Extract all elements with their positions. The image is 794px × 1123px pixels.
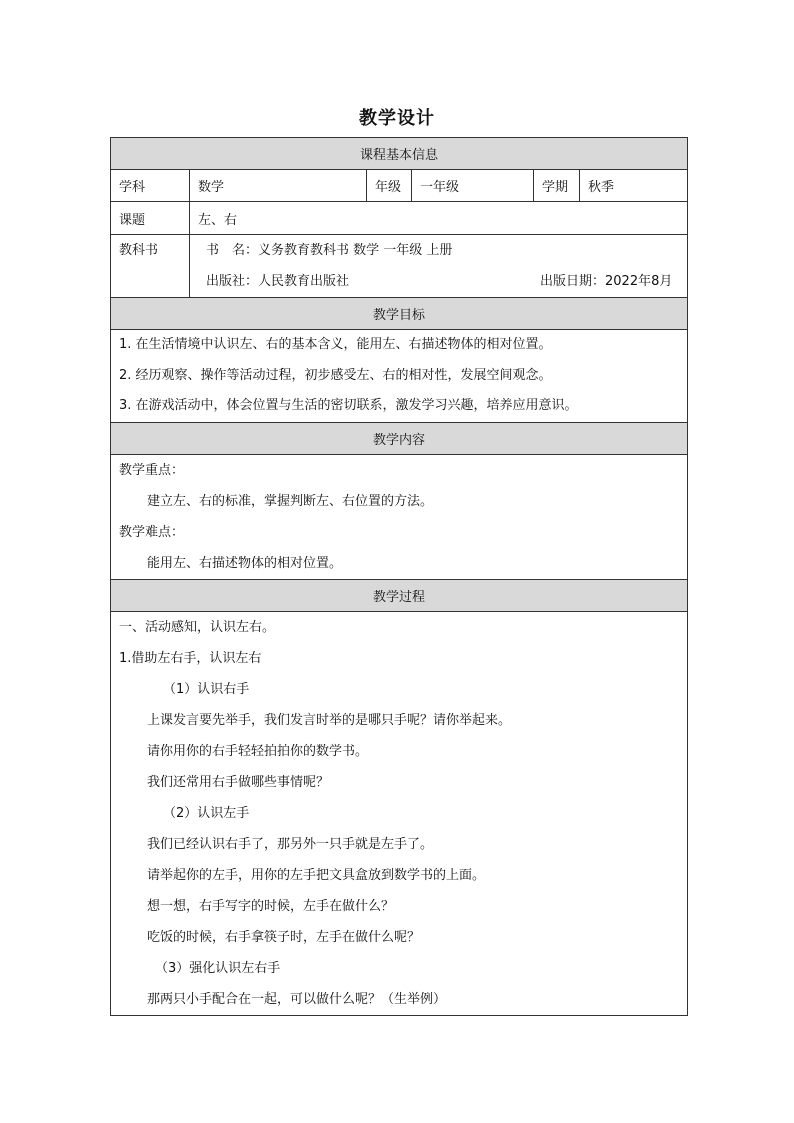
process-line: 我们已经认识右手了，那另外一只手就是左手了。 bbox=[147, 836, 434, 852]
process-header-row bbox=[111, 579, 688, 611]
subject-value: 数学 bbox=[190, 170, 367, 202]
difficulty-text: 能用左、右描述物体的相对位置。 bbox=[147, 555, 343, 571]
content-header: 教学内容 bbox=[111, 422, 688, 454]
textbook-publisher-line bbox=[198, 266, 679, 297]
topic-row bbox=[111, 202, 688, 235]
term-value: 秋季 bbox=[580, 170, 688, 202]
basic-info-header-row bbox=[111, 138, 688, 170]
goal-item: 2. 经历观察、操作等活动过程，初步感受左、右的相对性，发展空间观念。 bbox=[119, 367, 552, 383]
goals-header-row bbox=[111, 298, 688, 330]
topic-value: 左、右 bbox=[190, 202, 688, 235]
textbook-label: 教科书 bbox=[119, 243, 159, 258]
key-point-text: 建立左、右的标准，掌握判断左、右位置的方法。 bbox=[147, 493, 434, 509]
textbook-label-cell bbox=[111, 235, 190, 298]
content-cell bbox=[111, 454, 688, 579]
textbook-detail-cell bbox=[190, 235, 688, 298]
topic-label: 课题 bbox=[111, 202, 190, 235]
basic-info-header: 课程基本信息 bbox=[111, 138, 688, 170]
document-title: 教学设计 bbox=[359, 108, 435, 129]
content-header-row bbox=[111, 422, 688, 454]
process-line: 请举起你的左手，用你的左手把文具盒放到数学书的上面。 bbox=[147, 867, 486, 883]
info-row bbox=[111, 170, 688, 202]
process-subheading: （1）认识右手 bbox=[163, 681, 250, 697]
process-line: 1.借助左右手，认识左右 bbox=[119, 650, 262, 666]
goals-header: 教学目标 bbox=[111, 298, 688, 330]
key-point-label: 教学重点： bbox=[119, 462, 185, 478]
grade-value: 一年级 bbox=[412, 170, 534, 202]
textbook-row bbox=[111, 235, 688, 298]
grade-label: 年级 bbox=[367, 170, 412, 202]
process-subheading: （3）强化认识左右手 bbox=[155, 960, 281, 976]
process-cell bbox=[111, 611, 688, 1015]
textbook-name: 书 名：义务教育教科书 数学 一年级 上册 bbox=[206, 243, 453, 258]
process-line: 上课发言要先举手，我们发言时举的是哪只手呢？请你举起来。 bbox=[147, 712, 512, 728]
process-line: 请你用你的右手轻轻拍拍你的数学书。 bbox=[147, 743, 369, 759]
subject-label: 学科 bbox=[111, 170, 190, 202]
term-label: 学期 bbox=[534, 170, 580, 202]
process-line: 一、活动感知，认识左右。 bbox=[119, 619, 276, 635]
process-line: 我们还常用右手做哪些事情呢？ bbox=[147, 774, 330, 790]
goals-row bbox=[111, 330, 688, 423]
process-line: 吃饭的时候，右手拿筷子时，左手在做什么呢？ bbox=[147, 929, 421, 945]
process-subheading: （2）认识左手 bbox=[163, 805, 250, 821]
process-header: 教学过程 bbox=[111, 579, 688, 611]
lesson-plan-table bbox=[110, 137, 688, 1016]
goal-item: 1. 在生活情境中认识左、右的基本含义，能用左、右描述物体的相对位置。 bbox=[119, 337, 552, 352]
process-line: 想一想，右手写字的时候，左手在做什么？ bbox=[147, 898, 395, 914]
difficulty-label: 教学难点： bbox=[119, 524, 185, 540]
goals-cell bbox=[111, 330, 688, 423]
process-row bbox=[111, 611, 688, 1015]
goal-item: 3. 在游戏活动中，体会位置与生活的密切联系，激发学习兴趣，培养应用意识。 bbox=[119, 398, 578, 413]
textbook-publisher: 出版社：人民教育出版社 bbox=[206, 274, 350, 289]
content-row bbox=[111, 454, 688, 579]
process-line: 那两只小手配合在一起，可以做什么呢？（生举例） bbox=[147, 991, 447, 1007]
textbook-pub-date: 出版日期：2022年8月 bbox=[540, 274, 673, 289]
